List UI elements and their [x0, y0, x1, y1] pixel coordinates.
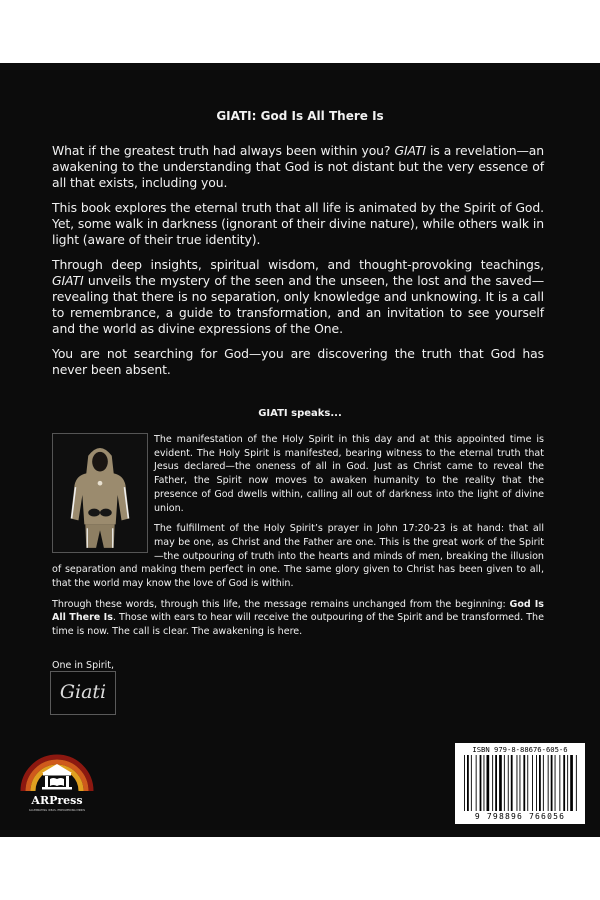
barcode-digits: 9 798896 766056	[474, 812, 566, 821]
intro-paragraph-2: This book explores the eternal truth that all life is animated by the Spirit of God. Yet, some walk in darkness (ignorant of their divine nature), while others walk in light (aware of their true identity).	[52, 200, 544, 247]
signoff: One in Spirit,	[52, 660, 115, 671]
barcode-bar	[511, 755, 513, 811]
isbn-barcode	[455, 743, 585, 824]
author-photo-illustration	[53, 434, 147, 552]
barcode-bar	[480, 755, 482, 811]
barcode-bar	[536, 755, 537, 811]
barcode-bar	[527, 755, 528, 811]
book-title: GIATI: God Is All There Is	[216, 109, 384, 123]
barcode-bar	[504, 755, 505, 811]
author-photo	[52, 433, 148, 553]
intro-section	[52, 143, 544, 387]
barcode-bar	[517, 755, 518, 811]
barcode-bar	[471, 755, 472, 811]
barcode-bar	[548, 755, 549, 811]
barcode-bar	[551, 755, 553, 811]
barcode-bar	[555, 755, 556, 811]
signature: Giati	[59, 681, 107, 703]
intro-paragraph-3: Through deep insights, spiritual wisdom, and thought-provoking teachings, GIATI unveils the mystery of the seen and the unseen, the lost and the saved—revealing that there is no separation, only knowledge and unknowing. It is a call to remembrance, a guide to transformation, and an invitation to see yourself and the world as divine expressions of the One.	[52, 257, 544, 336]
barcode-bar	[543, 755, 544, 811]
barcode-bar	[492, 755, 493, 811]
speaks-paragraph-3: Through these words, through this life, the message remains unchanged from the beginning: God Is All There Is. Those with ears to hear will receive the outpouring of the Spirit and be transformed. The time is now. The call is clear. The awakening is here.	[52, 598, 544, 638]
barcode-bar	[576, 755, 577, 811]
intro-paragraph-1: What if the greatest truth had always been within you? GIATI is a revelation—an awakening to the understanding that God is not distant but the very essence of all that exists, including you.	[52, 143, 544, 190]
publisher-logo-graphic	[18, 743, 96, 815]
barcode-bar	[520, 755, 521, 811]
barcode-bar	[499, 755, 502, 811]
barcode-bar	[539, 755, 541, 811]
publisher-tagline: ILLUMINATING IDEAS. EMPOWERING MINDS	[28, 809, 86, 812]
speaks-paragraph-1: The manifestation of the Holy Spirit in this day and at this appointed time is evident. The Holy Spirit is manifested, bearing witness to the eternal truth that Jesus declared—the oneness of all in God. Just as Christ came to reveal the Father, the Spirit now moves to awaken humanity to the reality that the presence of God dwells within, calling all out of darkness into the light of divine union.	[154, 434, 544, 514]
barcode-bar	[508, 755, 509, 811]
barcode-bar	[484, 755, 485, 811]
barcode-bar	[464, 755, 465, 811]
barcode-bar	[570, 755, 573, 811]
intro-paragraph-4: You are not searching for God—you are discovering the truth that God has never been absent.	[52, 346, 544, 377]
signature-box	[50, 671, 116, 715]
speaks-section	[52, 433, 544, 646]
barcode-bar	[532, 755, 533, 811]
barcode-bar	[523, 755, 525, 811]
barcode-bar	[487, 755, 490, 811]
back-cover	[0, 63, 600, 837]
barcode-bar	[495, 755, 497, 811]
barcode-bar	[567, 755, 568, 811]
speaks-paragraph-2: The fulfillment of the Holy Spirit’s prayer in John 17:20-23 is at hand: that all may be one, as Christ and the Father are one. This is the great work of the Spirit—the outpouring of truth into the hearts and minds of men, breaking the illusion of separation and making them perfect in one. The same glory given to Christ has been given to all, that the world may know the love of God is within.	[52, 523, 544, 590]
barcode-bar	[476, 755, 477, 811]
isbn-label: ISBN 979-8-88676-605-6	[472, 745, 568, 754]
speaks-heading: GIATI speaks...	[258, 408, 342, 419]
barcode-bar	[563, 755, 565, 811]
barcode-bars	[463, 755, 579, 811]
barcode-bar	[467, 755, 469, 811]
publisher-name: ARPress	[31, 794, 83, 807]
publisher-logo	[18, 743, 96, 815]
barcode-bar	[559, 755, 560, 811]
